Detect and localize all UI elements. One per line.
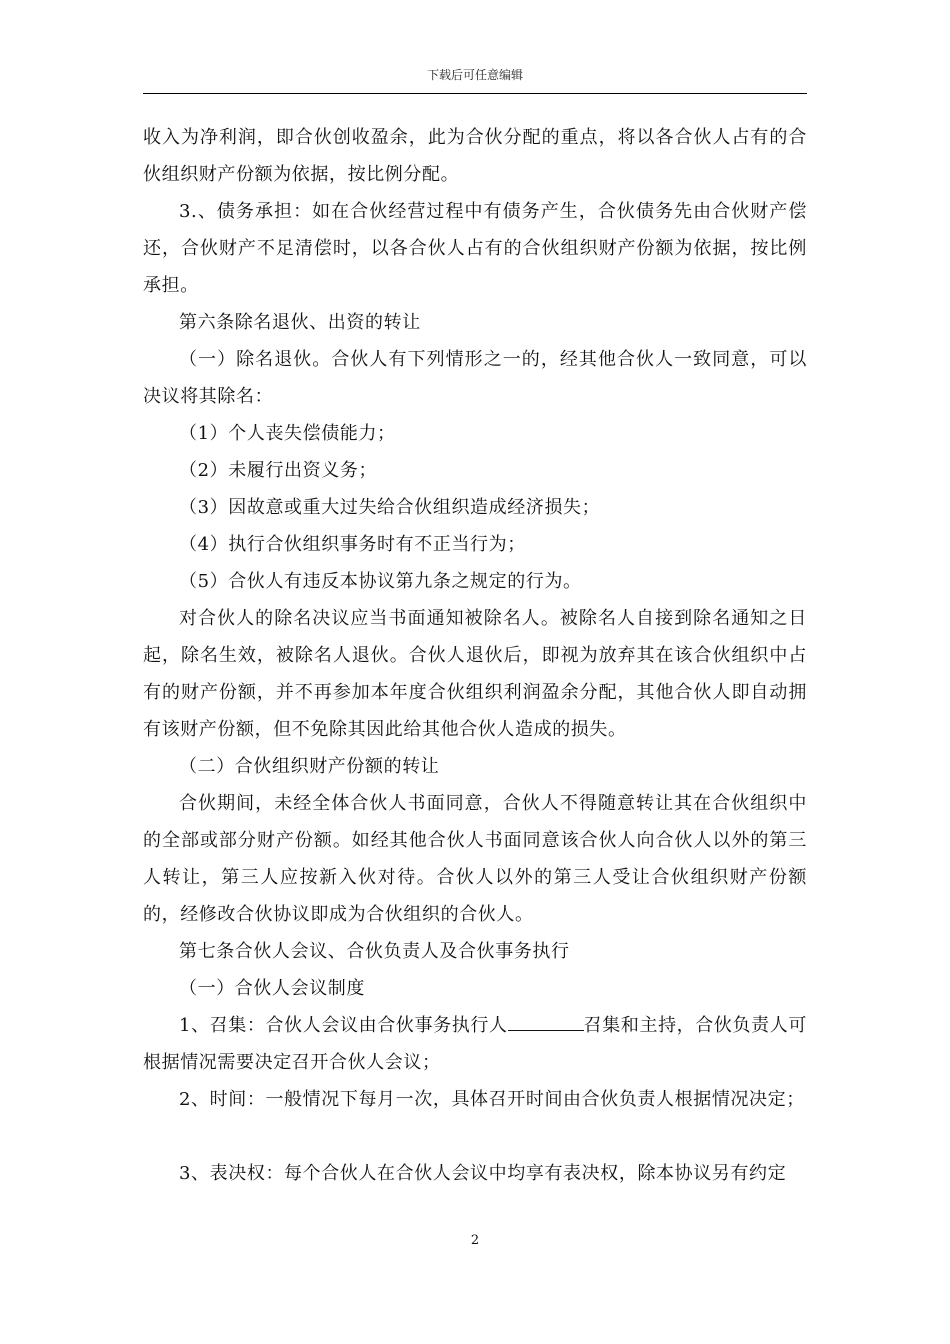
paragraph-profit-distribution: 收入为净利润，即合伙创收盈余，此为合伙分配的重点，将以各合伙人占有的合伙组织财产份额为依据，按比例分配。 [143, 127, 807, 185]
section-share-transfer-heading: （二）合伙组织财产份额的转让 [179, 756, 440, 777]
page-number: 2 [470, 1233, 480, 1248]
list-item-4: （4）执行合伙组织事务时有不正当行为； [179, 534, 526, 555]
paragraph-convening [143, 1007, 807, 1081]
paragraph-voting-right: 3、表决权：每个合伙人在合伙人会议中均享有表决权，除本协议另有约定 [179, 1163, 787, 1184]
convening-text-before: 1、召集：合伙人会议由合伙事务执行人 [179, 1015, 508, 1036]
paragraph-meeting-time: 2、时间：一般情况下每月一次，具体召开时间由合伙负责人根据情况决定； [179, 1089, 805, 1110]
paragraph-debt-bearing: 3.、债务承担：如在合伙经营过程中有债务产生，合伙债务先由合伙财产偿还，合伙财产不足清偿时，以各合伙人占有的合伙组织财产份额为依据，按比例承担。 [143, 201, 807, 296]
list-item-2: （2）未履行出资义务； [179, 460, 378, 481]
document-body [143, 119, 807, 1192]
paragraph-expulsion-notice: 对合伙人的除名决议应当书面通知被除名人。被除名人自接到除名通知之日起，除名生效，被除名人退伙。合伙人退伙后，即视为放弃其在该合伙组织中占有的财产份额，并不再参加本年度合伙组织利润盈余分配，其他合伙人即自动拥有该财产份额，但不免除其因此给其他合伙人造成的损失。 [143, 608, 807, 740]
article-six-heading: 第六条除名退伙、出资的转让 [179, 312, 421, 333]
convening-text-after: 召集和主持，合伙负责人可根据情况需要决定召开合伙人会议； [143, 1015, 807, 1073]
paragraph-expulsion: （一）除名退伙。合伙人有下列情形之一的，经其他合伙人一致同意，可以决议将其除名： [143, 349, 807, 407]
list-item-1: （1）个人丧失偿债能力； [179, 423, 396, 444]
page-header: 下载后可任意编辑 [426, 68, 523, 82]
article-seven-heading: 第七条合伙人会议、合伙负责人及合伙事务执行 [179, 941, 570, 962]
fill-in-blank [508, 1012, 584, 1031]
paragraph-share-transfer: 合伙期间，未经全体合伙人书面同意，合伙人不得随意转让其在合伙组织中的全部或部分财产份额。如经其他合伙人书面同意该合伙人向合伙人以外的第三人转让，第三人应按新入伙对待。合伙人以外的第三人受让合伙组织财产份额的，经修改合伙协议即成为合伙组织的合伙人。 [143, 793, 807, 925]
section-meeting-system-heading: （一）合伙人会议制度 [179, 978, 365, 999]
list-item-3: （3）因故意或重大过失给合伙组织造成经济损失； [179, 497, 601, 518]
list-item-5: （5）合伙人有违反本协议第九条之规定的行为。 [179, 571, 582, 592]
header-divider [143, 93, 807, 94]
